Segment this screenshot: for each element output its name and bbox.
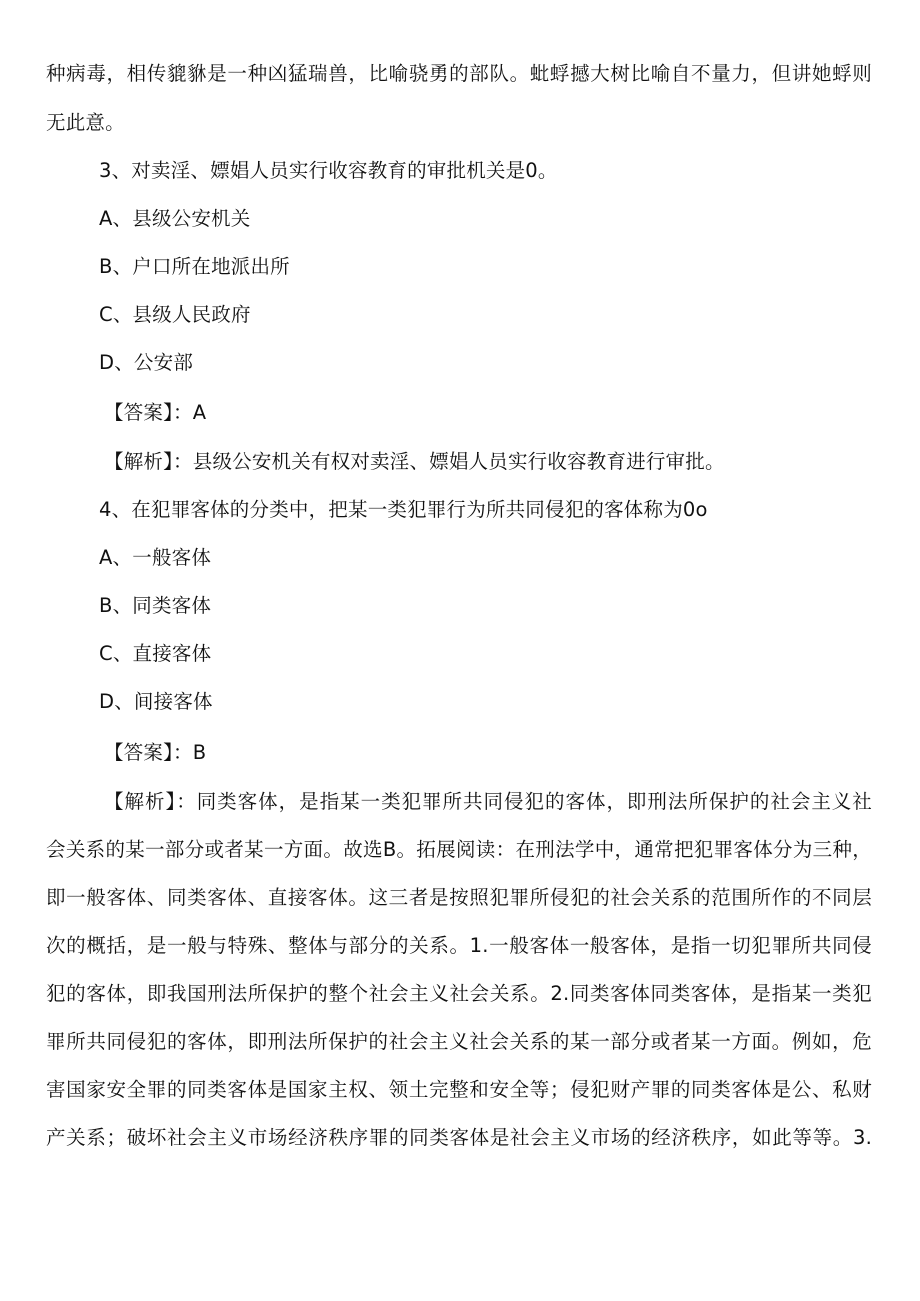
- question-4-analysis-line-3: 即一般客体、同类客体、直接客体。这三者是按照犯罪所侵犯的社会关系的范围所作的不同层: [46, 886, 872, 909]
- question-3-option-c: C、县级人民政府: [99, 303, 251, 326]
- question-3-analysis: 【解析】：县级公安机关有权对卖淫、嫖娼人员实行收容教育进行审批。: [104, 450, 725, 473]
- intro-line-1: 种病毒，相传貔貅是一种凶猛瑞兽，比喻骁勇的部队。蚍蜉撼大树比喻自不量力，但讲她蜉则: [46, 62, 872, 85]
- question-3-option-b: B、户口所在地派出所: [99, 255, 290, 278]
- question-4-option-b: B、同类客体: [99, 594, 212, 617]
- question-4-analysis-line-8: 产关系；破坏社会主义市场经济秩序罪的同类客体是社会主义市场的经济秩序，如此等等。3.: [46, 1126, 872, 1149]
- question-4: 4、在犯罪客体的分类中，把某一类犯罪行为所共同侵犯的客体称为0o: [99, 498, 708, 521]
- question-4-analysis-line-4: 次的概括，是一般与特殊、整体与部分的关系。1.一般客体一般客体，是指一切犯罪所共同侵: [46, 934, 872, 957]
- question-4-analysis-line-5: 犯的客体，即我国刑法所保护的整个社会主义社会关系。2.同类客体同类客体，是指某一类犯: [46, 982, 872, 1005]
- question-4-answer: 【答案】：B: [104, 741, 207, 764]
- question-3-answer: 【答案】：A: [104, 401, 207, 424]
- question-3-option-d: D、公安部: [99, 351, 194, 374]
- intro-line-2: 无此意。: [46, 111, 125, 134]
- question-4-option-a: A、一般客体: [99, 546, 212, 569]
- question-4-option-d: D、间接客体: [99, 690, 213, 713]
- question-4-option-c: C、直接客体: [99, 642, 212, 665]
- question-4-analysis-line-6: 罪所共同侵犯的客体，即刑法所保护的社会主义社会关系的某一部分或者某一方面。例如，危: [46, 1030, 872, 1053]
- question-4-analysis-line-2: 会关系的某一部分或者某一方面。故选B。拓展阅读：在刑法学中，通常把犯罪客体分为三种，: [46, 838, 872, 861]
- question-4-analysis-line-1: 【解析】：同类客体，是指某一类犯罪所共同侵犯的客体，即刑法所保护的社会主义社: [104, 790, 872, 813]
- question-4-analysis-line-7: 害国家安全罪的同类客体是国家主权、领土完整和安全等；侵犯财产罪的同类客体是公、私财: [46, 1078, 872, 1101]
- question-3-option-a: A、县级公安机关: [99, 207, 251, 230]
- question-3: 3、对卖淫、嫖娼人员实行收容教育的审批机关是0。: [99, 159, 558, 182]
